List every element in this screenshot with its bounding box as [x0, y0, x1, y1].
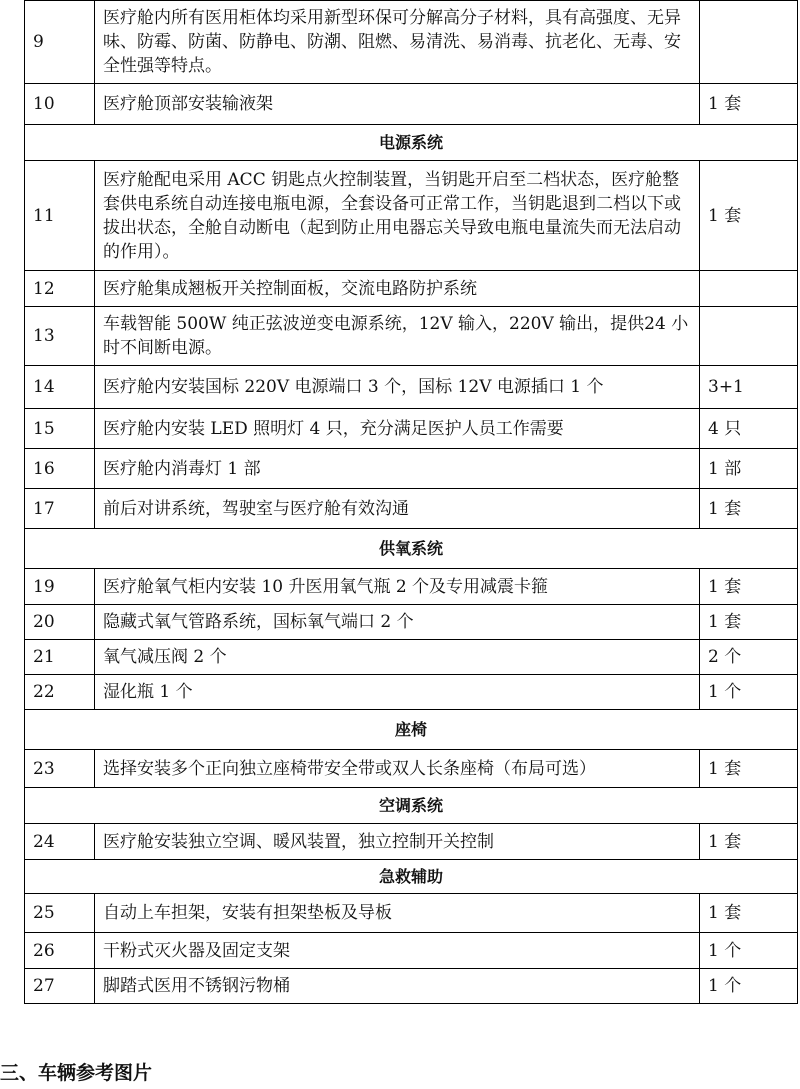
- row-description: 医疗舱安装独立空调、暖风装置，独立控制开关控制: [95, 824, 700, 860]
- row-description: 医疗舱氧气柜内安装 10 升医用氧气瓶 2 个及专用减震卡箍: [95, 569, 700, 605]
- row-quantity: 1 套: [700, 605, 798, 640]
- row-number: 21: [25, 640, 95, 675]
- table-row: [25, 969, 798, 1004]
- row-quantity: 1 个: [700, 969, 798, 1004]
- row-quantity: 2 个: [700, 640, 798, 675]
- table-row: [25, 307, 798, 366]
- row-quantity: 1 套: [700, 894, 798, 933]
- row-description: 前后对讲系统，驾驶室与医疗舱有效沟通: [95, 489, 700, 529]
- row-number: 20: [25, 605, 95, 640]
- section-title: 空调系统: [25, 788, 798, 824]
- table-row: [25, 605, 798, 640]
- row-description: 医疗舱内安装 LED 照明灯 4 只，充分满足医护人员工作需要: [95, 409, 700, 449]
- table-row: [25, 489, 798, 529]
- row-number: 14: [25, 366, 95, 409]
- table-row: [25, 569, 798, 605]
- row-number: 9: [25, 1, 95, 84]
- row-description: 医疗舱顶部安装输液架: [95, 84, 700, 125]
- row-description: 脚踏式医用不锈钢污物桶: [95, 969, 700, 1004]
- row-number: 19: [25, 569, 95, 605]
- row-quantity: 1 部: [700, 449, 798, 489]
- section-title: 电源系统: [25, 125, 798, 161]
- row-number: 25: [25, 894, 95, 933]
- section-header-row: [25, 860, 798, 894]
- row-number: 22: [25, 675, 95, 710]
- table-row: [25, 409, 798, 449]
- row-description: 干粉式灭火器及固定支架: [95, 933, 700, 969]
- row-quantity: 4 只: [700, 409, 798, 449]
- row-quantity: 1 套: [700, 84, 798, 125]
- row-number: 27: [25, 969, 95, 1004]
- row-description: 医疗舱内安装国标 220V 电源端口 3 个，国标 12V 电源插口 1 个: [95, 366, 700, 409]
- table-row: [25, 84, 798, 125]
- section-header-row: [25, 529, 798, 569]
- row-quantity: 3+1: [700, 366, 798, 409]
- row-quantity: 1 个: [700, 933, 798, 969]
- row-quantity: 1 套: [700, 489, 798, 529]
- row-number: 17: [25, 489, 95, 529]
- row-quantity: 1 套: [700, 161, 798, 271]
- row-quantity: [700, 1, 798, 84]
- row-description: 自动上车担架，安装有担架垫板及导板: [95, 894, 700, 933]
- row-number: 24: [25, 824, 95, 860]
- row-number: 15: [25, 409, 95, 449]
- section-title: 供氧系统: [25, 529, 798, 569]
- row-quantity: 1 个: [700, 675, 798, 710]
- row-number: 26: [25, 933, 95, 969]
- section-header-row: [25, 788, 798, 824]
- row-number: 10: [25, 84, 95, 125]
- row-description: 湿化瓶 1 个: [95, 675, 700, 710]
- row-number: 13: [25, 307, 95, 366]
- row-quantity: 1 套: [700, 824, 798, 860]
- row-description: 医疗舱内所有医用柜体均采用新型环保可分解高分子材料，具有高强度、无异味、防霉、防菌、防静电、防潮、阻燃、易清洗、易消毒、抗老化、无毒、安全性强等特点。: [95, 1, 700, 84]
- row-description: 医疗舱集成翘板开关控制面板，交流电路防护系统: [95, 271, 700, 307]
- table-row: [25, 640, 798, 675]
- section-title: 急救辅助: [25, 860, 798, 894]
- row-quantity: [700, 307, 798, 366]
- table-row: [25, 933, 798, 969]
- row-quantity: 1 套: [700, 750, 798, 788]
- table-row: [25, 161, 798, 271]
- table-row: [25, 1, 798, 84]
- section-heading: 三、车辆参考图片: [0, 1062, 153, 1084]
- table-row: [25, 750, 798, 788]
- table-row: [25, 271, 798, 307]
- row-description: 车载智能 500W 纯正弦波逆变电源系统，12V 输入，220V 输出，提供24 小时不间断电源。: [95, 307, 700, 366]
- row-description: 选择安装多个正向独立座椅带安全带或双人长条座椅（布局可选）: [95, 750, 700, 788]
- row-quantity: [700, 271, 798, 307]
- row-description: 隐藏式氧气管路系统，国标氧气端口 2 个: [95, 605, 700, 640]
- section-title: 座椅: [25, 710, 798, 750]
- table-row: [25, 449, 798, 489]
- section-header-row: [25, 125, 798, 161]
- table-row: [25, 675, 798, 710]
- row-number: 23: [25, 750, 95, 788]
- row-number: 12: [25, 271, 95, 307]
- table-row: [25, 824, 798, 860]
- row-number: 16: [25, 449, 95, 489]
- row-description: 医疗舱配电采用 ACC 钥匙点火控制装置，当钥匙开启至二档状态，医疗舱整套供电系统自动连接电瓶电源，全套设备可正常工作，当钥匙退到二档以下或拔出状态，全舱自动断电（起到防止用电器忘关导致电瓶电量流失而无法启动的作用）。: [95, 161, 700, 271]
- spec-table: [24, 0, 798, 1004]
- row-quantity: 1 套: [700, 569, 798, 605]
- row-number: 11: [25, 161, 95, 271]
- table-row: [25, 894, 798, 933]
- row-description: 氧气减压阀 2 个: [95, 640, 700, 675]
- table-row: [25, 366, 798, 409]
- section-header-row: [25, 710, 798, 750]
- row-description: 医疗舱内消毒灯 1 部: [95, 449, 700, 489]
